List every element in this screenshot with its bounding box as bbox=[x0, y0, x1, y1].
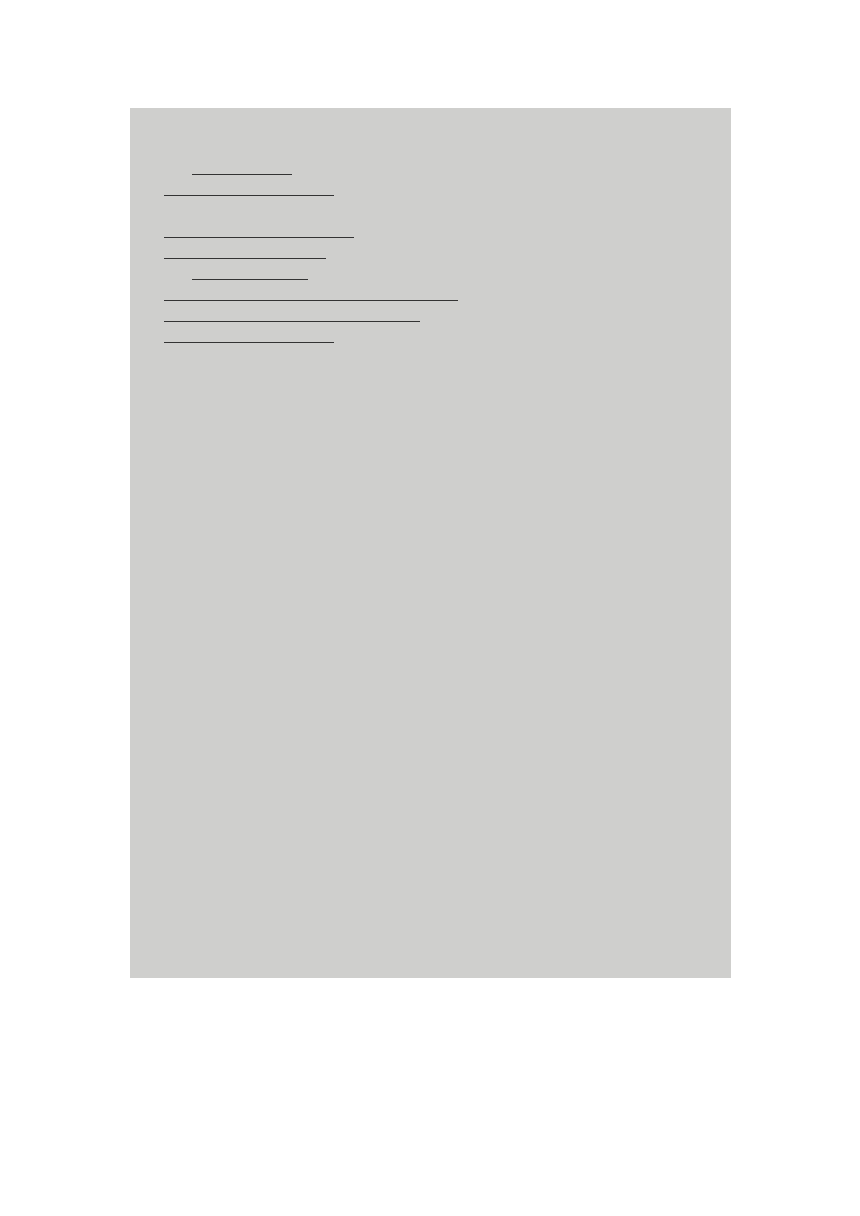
answer-blank[interactable] bbox=[164, 286, 202, 301]
q9-p1-line-b bbox=[164, 181, 334, 201]
answer-blank[interactable] bbox=[164, 307, 420, 322]
q9-p1-line-d bbox=[164, 223, 354, 243]
answer-blank[interactable] bbox=[192, 160, 292, 175]
q9-p2-line-a bbox=[192, 265, 308, 285]
answer-blank[interactable] bbox=[164, 223, 354, 238]
exam-page bbox=[130, 108, 731, 978]
answer-blank[interactable] bbox=[202, 286, 378, 301]
q9-p1-line-e bbox=[164, 244, 326, 264]
answer-blank[interactable] bbox=[192, 265, 308, 280]
q9-p2-line-d bbox=[164, 328, 334, 348]
answer-blank[interactable] bbox=[164, 181, 334, 196]
q9-p2-line-c bbox=[164, 307, 420, 327]
answer-blank[interactable] bbox=[164, 328, 334, 343]
q9-p2-line-b bbox=[164, 286, 458, 306]
answer-blank[interactable] bbox=[164, 244, 326, 259]
answer-blank[interactable] bbox=[378, 286, 458, 301]
q9-p1-line-a bbox=[192, 160, 292, 180]
